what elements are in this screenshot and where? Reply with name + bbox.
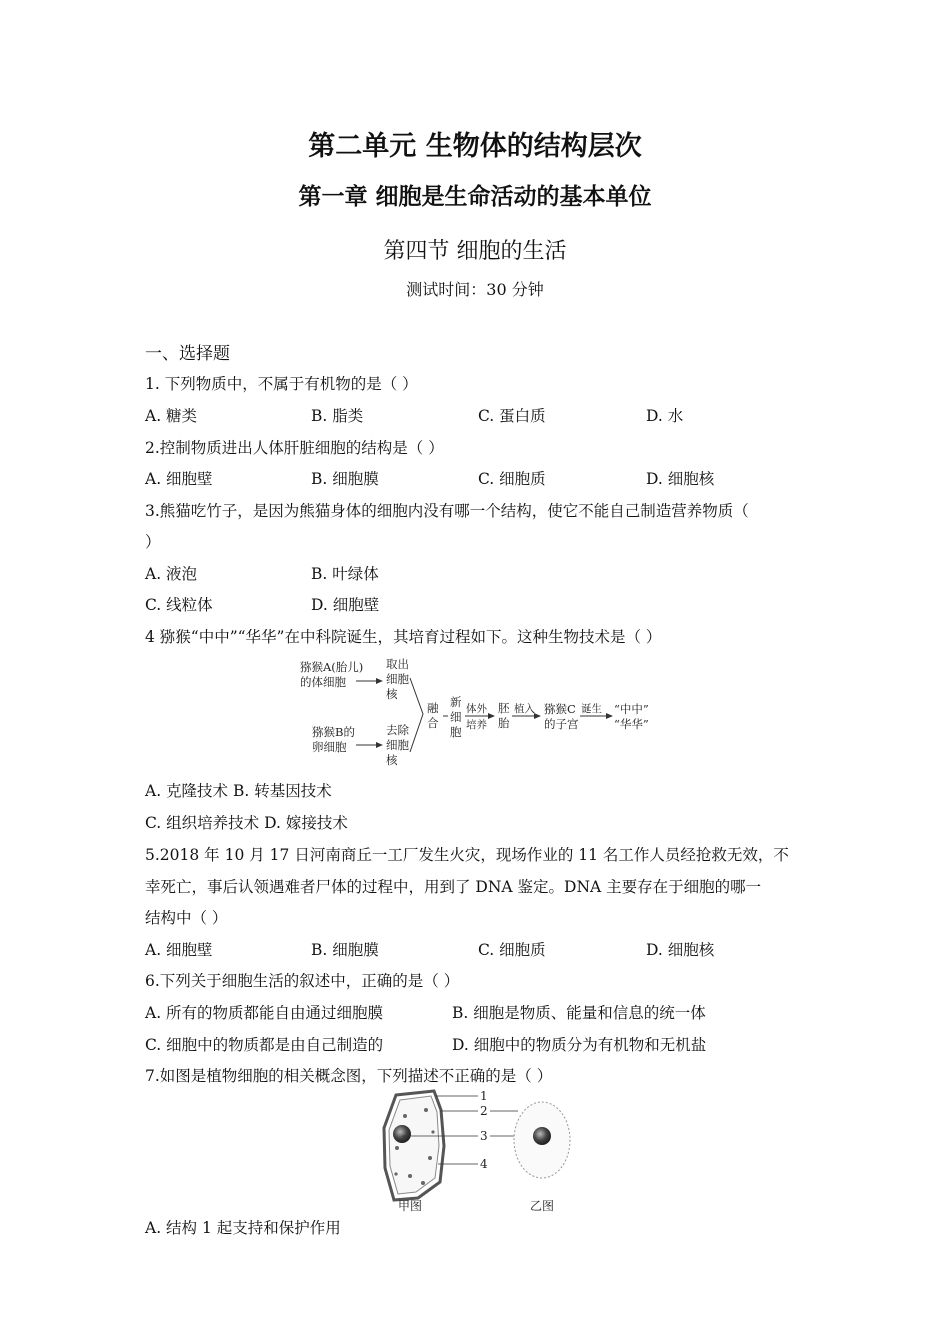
q3-option-b: B. 叶绿体 [311,565,379,583]
section-title: 第四节 细胞的生活 [383,239,567,264]
uterus-label-1: 猕猴C [544,702,576,716]
cell-membrane-outline [389,1096,439,1194]
culture-label-2: 培养 [466,719,487,731]
q2-stem: 2.控制物质进出人体肝脏细胞的结构是（ ） [145,439,444,457]
monkey-b-label-1: 猕猴B的 [312,725,355,739]
q5-stem-line2: 幸死亡，事后认领遇难者尸体的过程中，用到了 DNA 鉴定。DNA 主要存在于细胞的哪一 [145,878,762,896]
label-3: 3 [480,1129,488,1143]
q1-option-a: A. 糖类 [145,407,198,425]
remove-label-3: 核 [386,753,398,767]
q2-option-c: C. 细胞质 [478,470,546,488]
figure-b-label: 乙图 [530,1199,555,1213]
label-2: 2 [480,1104,488,1118]
q4-options-cd: C. 组织培养技术 D. 嫁接技术 [145,814,348,832]
nucleus-b [533,1127,551,1145]
q3-option-d: D. 细胞壁 [311,596,380,614]
q7-option-a: A. 结构 1 起支持和保护作用 [145,1219,341,1237]
new-cell-label-1: 新 [450,695,462,709]
q1-stem: 1. 下列物质中，不属于有机物的是（ ） [145,375,418,393]
q3-option-a: A. 液泡 [145,565,198,583]
q5-stem-line1: 5.2018 年 10 月 17 日河南商丘一工厂发生火灾，现场作业的 11 名工作人员经抢救无效，不 [145,846,789,864]
q6-option-c: C. 细胞中的物质都是由自己制造的 [145,1036,384,1054]
monkey-a-label-2: 的体细胞 [300,675,346,689]
culture-label-1: 体外 [466,703,487,715]
q1-option-d: D. 水 [646,407,684,425]
cloning-process-diagram [296,654,666,772]
plant-cell-diagram [378,1088,600,1214]
label-1: 1 [480,1089,488,1103]
q3-stem-line2: ） [145,533,161,551]
fuse-label-1: 融 [427,701,439,715]
q1-option-c: C. 蛋白质 [478,407,546,425]
new-cell-label-3: 胞 [450,725,462,739]
monkey-a-label-1: 猕猴A(胎儿) [300,660,364,674]
remove-label-2: 细胞 [386,738,409,752]
result-label-1: “中中” [614,702,649,716]
monkey-b-label-2: 卵细胞 [312,740,347,754]
q3-option-c: C. 线粒体 [145,596,213,614]
test-time: 测试时间：30 分钟 [406,280,544,299]
q3-stem-line1: 3.熊猫吃竹子，是因为熊猫身体的细胞内没有哪一个结构，使它不能自己制造营养物质（ [145,502,749,520]
birth-label: 诞生 [581,703,602,715]
q5-option-d: D. 细胞核 [646,941,715,959]
result-label-2: “华华” [614,717,649,731]
fuse-label-2: 合 [427,716,439,730]
figure-a-label: 甲图 [398,1199,423,1213]
q6-option-b: B. 细胞是物质、能量和信息的统一体 [452,1004,706,1022]
nucleus-a [393,1125,411,1143]
q5-stem-line3: 结构中（ ） [145,909,228,927]
q6-option-a: A. 所有的物质都能自由通过细胞膜 [145,1004,384,1022]
q7-stem: 7.如图是植物细胞的相关概念图，下列描述不正确的是（ ） [145,1067,553,1085]
unit-title: 第二单元 生物体的结构层次 [308,131,642,162]
uterus-label-2: 的子宫 [544,717,579,731]
q5-option-b: B. 细胞膜 [311,941,379,959]
embryo-label-1: 胚 [498,701,510,715]
q2-option-d: D. 细胞核 [646,470,715,488]
extract-label-2: 细胞 [386,672,409,686]
embryo-label-2: 胎 [498,716,510,730]
q6-stem: 6.下列关于细胞生活的叙述中，正确的是（ ） [145,972,460,990]
q5-option-c: C. 细胞质 [478,941,546,959]
implant-label: 植入 [514,703,535,715]
q5-option-a: A. 细胞壁 [145,941,213,959]
q2-option-b: B. 细胞膜 [311,470,379,488]
chapter-title: 第一章 细胞是生命活动的基本单位 [298,184,652,210]
label-4: 4 [480,1157,488,1171]
q4-stem: 4 猕猴“中中”“华华”在中科院诞生，其培育过程如下。这种生物技术是（ ） [145,628,662,646]
q6-option-d: D. 细胞中的物质分为有机物和无机盐 [452,1036,707,1054]
section-heading: 一、选择题 [145,344,230,364]
extract-label-1: 取出 [386,657,409,671]
q1-option-b: B. 脂类 [311,407,364,425]
q2-option-a: A. 细胞壁 [145,470,213,488]
new-cell-label-2: 细 [450,710,462,724]
q4-options-ab: A. 克隆技术 B. 转基因技术 [145,782,332,800]
remove-label-1: 去除 [386,723,409,737]
extract-label-3: 核 [386,687,398,701]
